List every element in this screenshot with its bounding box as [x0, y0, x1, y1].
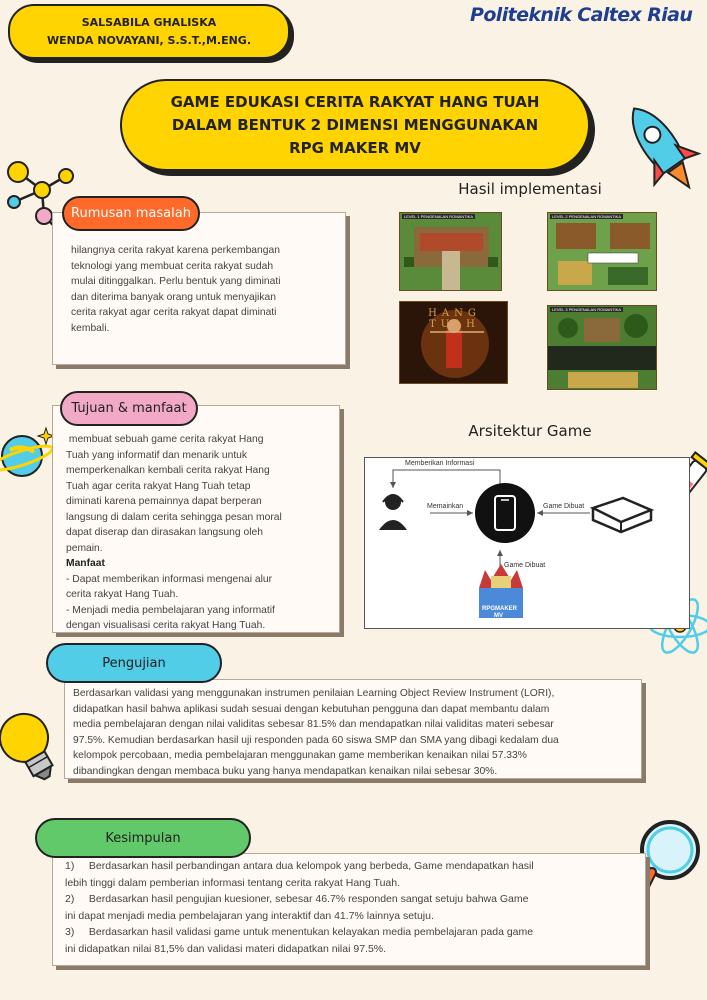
text-line: media pembelajaran dengan nilai validitas sebesar 81.5% dan mendapatkan nilai validitas materi sebesar: [73, 719, 554, 730]
cover-title: HANG TUAH: [428, 308, 481, 330]
poster-title: [120, 79, 590, 171]
book-icon: [593, 498, 651, 532]
tujuan-manfaat-label: Tujuan & manfaat: [60, 391, 198, 426]
planet-icon: [0, 420, 55, 490]
text-line: dapat diserap dan dirasakan langsung oleh: [66, 527, 263, 538]
text-line: dengan visualisasi cerita rakyat Hang Tuah.: [66, 620, 266, 631]
kesimpulan-label: Kesimpulan: [35, 818, 251, 858]
text-line: ini dapat menjadi media pembelajaran yang interaktif dan 41.7% lainnya setuju.: [65, 909, 434, 922]
game-screenshot-level3: [547, 305, 657, 390]
kesimpulan-card: [52, 853, 646, 966]
text-line: langsung di dalam cerita sehingga pesan moral: [66, 511, 282, 523]
text-line: dibandingkan dengan membaca buku yang hanya mendapatkan kenaikan nilai sebesar 30%.: [73, 765, 498, 777]
rumusan-masalah-label: Rumusan masalah: [62, 196, 200, 231]
authors-badge: [8, 4, 290, 59]
text-line: - Menjadi media pembelajaran yang informatif: [66, 604, 275, 616]
label-memberikan-informasi: Memberikan Informasi: [405, 460, 475, 467]
text-line: - Dapat memberikan informasi mengenai alur: [66, 573, 273, 585]
text-line: dan diterima banyak orang untuk menyajikan: [71, 291, 276, 303]
hang-tuah-cover-image: [399, 301, 508, 384]
rpgmaker-text: RPGMAKER: [482, 606, 518, 612]
tujuan-manfaat-card: [52, 405, 340, 633]
text-line: kelompok percobaan, media pembelajaran menggunakan game memberikan kenaikan nilai 57.33%: [73, 750, 527, 761]
author-name: SALSABILA GHALISKA: [81, 15, 217, 29]
text-line: 1) Berdasarkan hasil perbandingan antara dua kelompok yang berbeda, Game mendapatkan hasil: [65, 860, 534, 872]
institution-logo: Politeknik Caltex Riau: [470, 4, 693, 26]
light-bulb-icon: [0, 700, 62, 800]
smartphone-icon: [475, 483, 535, 543]
rumusan-masalah-card: [52, 212, 346, 365]
game-screenshot-level2: [547, 212, 657, 291]
text-line: mulai ditinggalkan. Perlu bentuk yang diminati: [71, 276, 281, 287]
architecture-diagram: [364, 457, 690, 629]
text-line: teknologi yang membuat cerita rakyat sudah: [71, 260, 274, 272]
label-game-dibuat-rpg: Game Dibuat: [504, 562, 546, 569]
label-game-dibuat-book: Game Dibuat: [543, 503, 585, 510]
text-line: 3) Berdasarkan hasil validasi game untuk menentukan kelayakan media pembelajaran pada game: [65, 926, 534, 938]
user-icon: [379, 494, 407, 530]
text-line: cerita rakyat agar cerita rakyat dapat diminati: [71, 307, 277, 318]
screenshot-caption: LEVEL 3 PENGENALAN ROMANTIKA: [552, 307, 621, 312]
arsitektur-game-heading: Arsitektur Game: [468, 422, 592, 440]
text-line: Tuah agar cerita rakyat Hang Tuah tetap: [66, 480, 251, 492]
text-line: 97.5%. Kemudian berdasarkan hasil uji responden pada 60 siswa SMP dan SMA yang dibagi kedalam dua: [73, 734, 559, 746]
text-line: 2) Berdasarkan hasil pengujian kuesioner, sebesar 46.7% responden sangat setuju bahwa Game: [65, 893, 529, 905]
rocket-icon: [618, 92, 704, 202]
text-line: cerita rakyat Hang Tuah.: [66, 589, 179, 600]
text-line: lebih tinggi dalam pemberian informasi tentang cerita rakyat Hang Tuah.: [65, 876, 401, 889]
title-line: GAME EDUKASI CERITA RAKYAT HANG TUAH: [170, 92, 540, 111]
text-line: membuat sebuah game cerita rakyat Hang: [66, 434, 264, 445]
pengujian-label: Pengujian: [46, 643, 222, 683]
supervisor-name: WENDA NOVAYANI, S.S.T.,M.ENG.: [47, 33, 251, 47]
label-memainkan: Memainkan: [427, 503, 464, 510]
text-line: Berdasarkan validasi yang menggunakan instrumen penilaian Learning Object Review Instrument (LORI),: [73, 688, 555, 699]
text-line: pemain.: [66, 542, 103, 554]
text-line: didapatkan hasil bahwa aplikasi sudah sesuai dengan kebutuhan pengguna dan dapat membantu dalam: [73, 703, 550, 715]
title-line: DALAM BENTUK 2 DIMENSI MENGGUNAKAN: [171, 115, 539, 134]
text-line: Tuah yang informatif dan menarik untuk: [66, 449, 248, 461]
hasil-implementasi-heading: Hasil implementasi: [458, 180, 602, 198]
screenshot-caption: LEVEL 2 PENGENALAN ROMANTIKA: [552, 214, 621, 219]
game-screenshot-level1: [399, 212, 502, 291]
title-line: RPG MAKER MV: [289, 138, 421, 157]
text-line: memperkenalkan kembali cerita rakyat Hang: [66, 465, 270, 476]
text-line: ini didapatkan nilai 81,5% dan validasi materi didapatkan nilai 97.5%.: [65, 942, 387, 955]
text-line: diminati karena pemainnya dapat berperan: [66, 496, 262, 507]
manfaat-title: Manfaat: [66, 558, 105, 569]
screenshot-caption: LEVEL 1 PENGENALAN ROMANTIKA: [404, 214, 473, 219]
text-line: kembali.: [71, 322, 110, 334]
text-line: hilangnya cerita rakyat karena perkembangan: [71, 245, 280, 256]
rpgmaker-mv-text: MV: [494, 613, 503, 619]
pengujian-card: [64, 679, 642, 779]
